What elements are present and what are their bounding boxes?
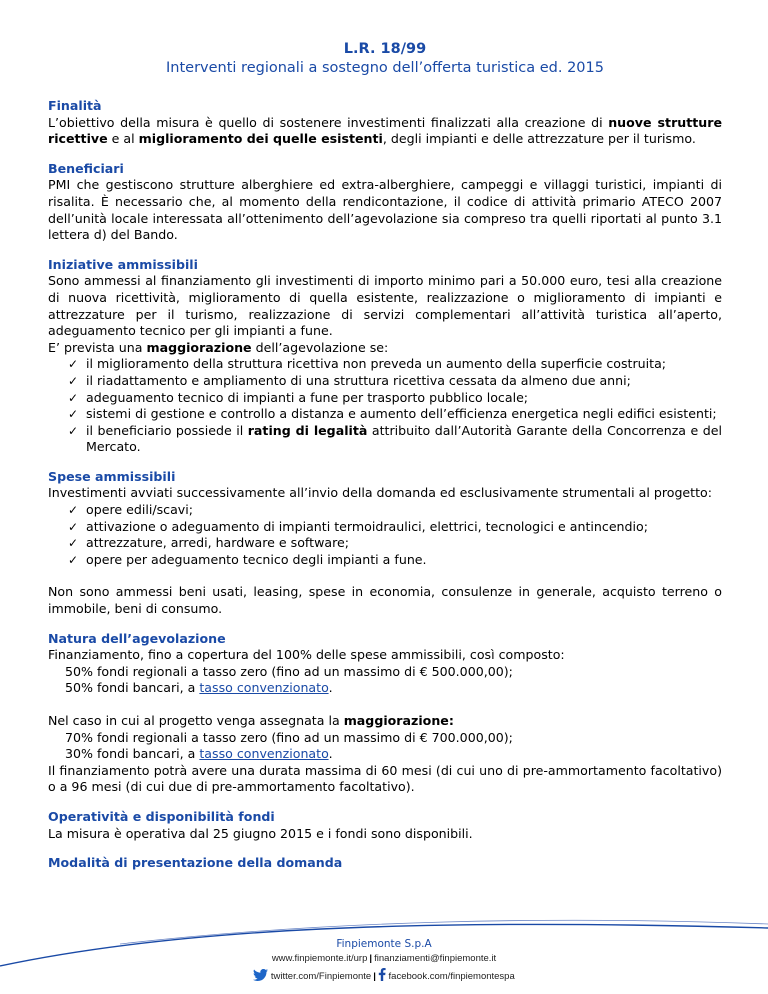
bold-run: maggiorazione: (343, 713, 454, 728)
spese-list (48, 502, 722, 568)
document-title: L.R. 18/99 (343, 41, 427, 57)
checkmark-icon: ✓ (68, 373, 79, 388)
natura-maggiorazione-intro (48, 713, 722, 730)
document-title-block (48, 40, 722, 78)
footer-contacts (0, 951, 768, 968)
natura-durata: Il finanziamento potrà avere una durata massima di 60 mesi (di cui uno di pre-ammortamento facoltativo) o a 96 mesi (di cui due di pre-ammortamento facoltativo). (48, 762, 722, 795)
text-run: E’ prevista una (48, 339, 147, 355)
text-run: , degli impianti e delle attrezzature per il turismo. (382, 131, 696, 147)
list-item (68, 390, 722, 407)
document-page (48, 40, 722, 872)
section-iniziative (48, 257, 722, 456)
section-operativita (48, 809, 722, 842)
iniziative-text: Sono ammessi al finanziamento gli investimenti di importo minimo pari a 50.000 euro, tesi alla creazione di nuova ricettività, miglioramento di quella esistente, realizzazione o miglioramento di impianti e attrezzature per il turismo, realizzazione di servizi complementari all’attività turistica all’aperto, adeguamento tecnico per gli impianti a fune. (48, 273, 722, 339)
section-natura (48, 631, 722, 796)
checkmark-icon: ✓ (68, 536, 79, 551)
bold-run: nuove strutture ricettive (48, 114, 723, 147)
list-item (68, 535, 722, 552)
section-heading-iniziative: Iniziative ammissibili (48, 256, 198, 272)
section-heading-spese: Spese ammissibili (48, 468, 176, 484)
footer-twitter-link[interactable]: twitter.com/Finpiemonte (270, 971, 372, 982)
list-item-text: attivazione o adeguamento di impianti termoidraulici, elettrici, tecnologici e antincendio; (86, 518, 648, 534)
natura-line-regional-50: 50% fondi regionali a tasso zero (fino ad un massimo di € 500.000,00); (65, 663, 513, 679)
footer-social (0, 968, 768, 988)
checkmark-icon: ✓ (68, 407, 79, 422)
footer-email-link[interactable]: finanziamenti@finpiemonte.it (374, 953, 497, 964)
operativita-text: La misura è operativa dal 25 giugno 2015 e i fondi sono disponibili. (48, 825, 473, 841)
checkmark-icon: ✓ (68, 390, 79, 405)
section-heading-modalita: Modalità di presentazione della domanda (48, 855, 343, 871)
facebook-icon (378, 968, 386, 988)
bold-run: rating di legalità (247, 422, 368, 438)
list-item-text: il miglioramento della struttura ricettiva non preveda un aumento della superficie costruita; (86, 356, 667, 372)
list-item (68, 406, 722, 423)
checkmark-icon: ✓ (68, 519, 79, 534)
section-beneficiari (48, 161, 722, 244)
tasso-convenzionato-link[interactable]: tasso convenzionato (199, 680, 329, 696)
natura-line-regional-70: 70% fondi regionali a tasso zero (fino ad un massimo di € 700.000,00); (65, 729, 513, 745)
section-heading-operativita: Operatività e disponibilità fondi (48, 808, 275, 824)
list-item-text: opere per adeguamento tecnico degli impianti a fune. (86, 551, 427, 567)
document-subtitle: Interventi regionali a sostegno dell’offerta turistica ed. 2015 (166, 60, 604, 76)
checkmark-icon: ✓ (68, 552, 79, 567)
spese-exclusions: Non sono ammessi beni usati, leasing, spese in economia, consulenze in generale, acquisto terreno o immobile, beni di consumo. (48, 584, 722, 617)
finalita-text (48, 115, 722, 148)
list-item (68, 552, 722, 569)
natura-intro: Finanziamento, fino a copertura del 100% delle spese ammissibili, così composto: (48, 647, 565, 663)
section-spese (48, 469, 722, 618)
checkmark-icon: ✓ (68, 503, 79, 518)
list-item-text: attrezzature, arredi, hardware e software; (86, 535, 349, 551)
maggiorazione-intro (48, 340, 722, 357)
footer-web-link[interactable]: www.finpiemonte.it/urp (271, 953, 368, 964)
list-item-text: opere edili/scavi; (86, 502, 193, 518)
checkmark-icon: ✓ (68, 357, 79, 372)
section-modalita (48, 855, 722, 872)
list-item (68, 423, 722, 456)
twitter-icon (253, 969, 268, 988)
list-item-text: sistemi di gestione e controllo a distanza e aumento dell’efficienza energetica negli edifici esistenti; (86, 406, 717, 422)
maggiorazione-list (48, 356, 722, 456)
bold-run: maggiorazione (146, 339, 252, 355)
list-item (68, 356, 722, 373)
section-heading-finalita: Finalità (48, 98, 102, 113)
text-run: 30% fondi bancari, a (65, 746, 200, 762)
text-run: 50% fondi bancari, a (65, 680, 200, 696)
text-run: il beneficiario possiede il (86, 422, 248, 438)
text-run: e al (107, 131, 139, 147)
beneficiari-text: PMI che gestiscono strutture alberghiere ed extra-alberghiere, campeggi e villaggi turistici, impianti di risalita. È necessario che, al momento della rendicontazione, il codice di attività primario ATECO 2007 dell’unità locale interessata all’ottenimento dell’agevolazione sia compreso tra quelli riportati al punto 3.1 lettera d) del Bando. (48, 177, 722, 243)
list-item-text: il riadattamento e ampliamento di una struttura ricettiva cessata da almeno due anni; (86, 372, 631, 388)
bold-run: miglioramento dei quelle esistenti (138, 131, 383, 147)
footer-facebook-link[interactable]: facebook.com/finpiemontespa (388, 971, 515, 982)
list-item (68, 502, 722, 519)
checkmark-icon: ✓ (68, 423, 79, 438)
section-heading-natura: Natura dell’agevolazione (48, 630, 226, 646)
natura-line-bank-30 (48, 746, 722, 763)
text-run: . (328, 746, 333, 762)
text-run: attribuito dall’Autorità Garante della Concorrenza e del Mercato. (86, 422, 722, 455)
text-run: dell’agevolazione se: (251, 339, 389, 355)
spese-text: Investimenti avviati successivamente all’invio della domanda ed esclusivamente strumentali al progetto: (48, 485, 713, 501)
text-run: . (328, 680, 333, 696)
text-run: Nel caso in cui al progetto venga assegnata la (48, 713, 344, 728)
text-run: L’obiettivo della misura è quello di sostenere investimenti finalizzati alla creazione di (48, 114, 609, 130)
list-item (68, 373, 722, 390)
footer-separator: | (369, 953, 373, 964)
list-item (68, 519, 722, 536)
section-heading-beneficiari: Beneficiari (48, 160, 124, 176)
footer-separator: | (373, 971, 376, 982)
section-finalita (48, 98, 722, 148)
footer-company: Finpiemonte S.p.A (336, 938, 432, 950)
tasso-convenzionato-link[interactable]: tasso convenzionato (199, 746, 329, 762)
natura-line-bank-50 (48, 680, 722, 697)
list-item-text: adeguamento tecnico di impianti a fune per trasporto pubblico locale; (86, 389, 529, 405)
